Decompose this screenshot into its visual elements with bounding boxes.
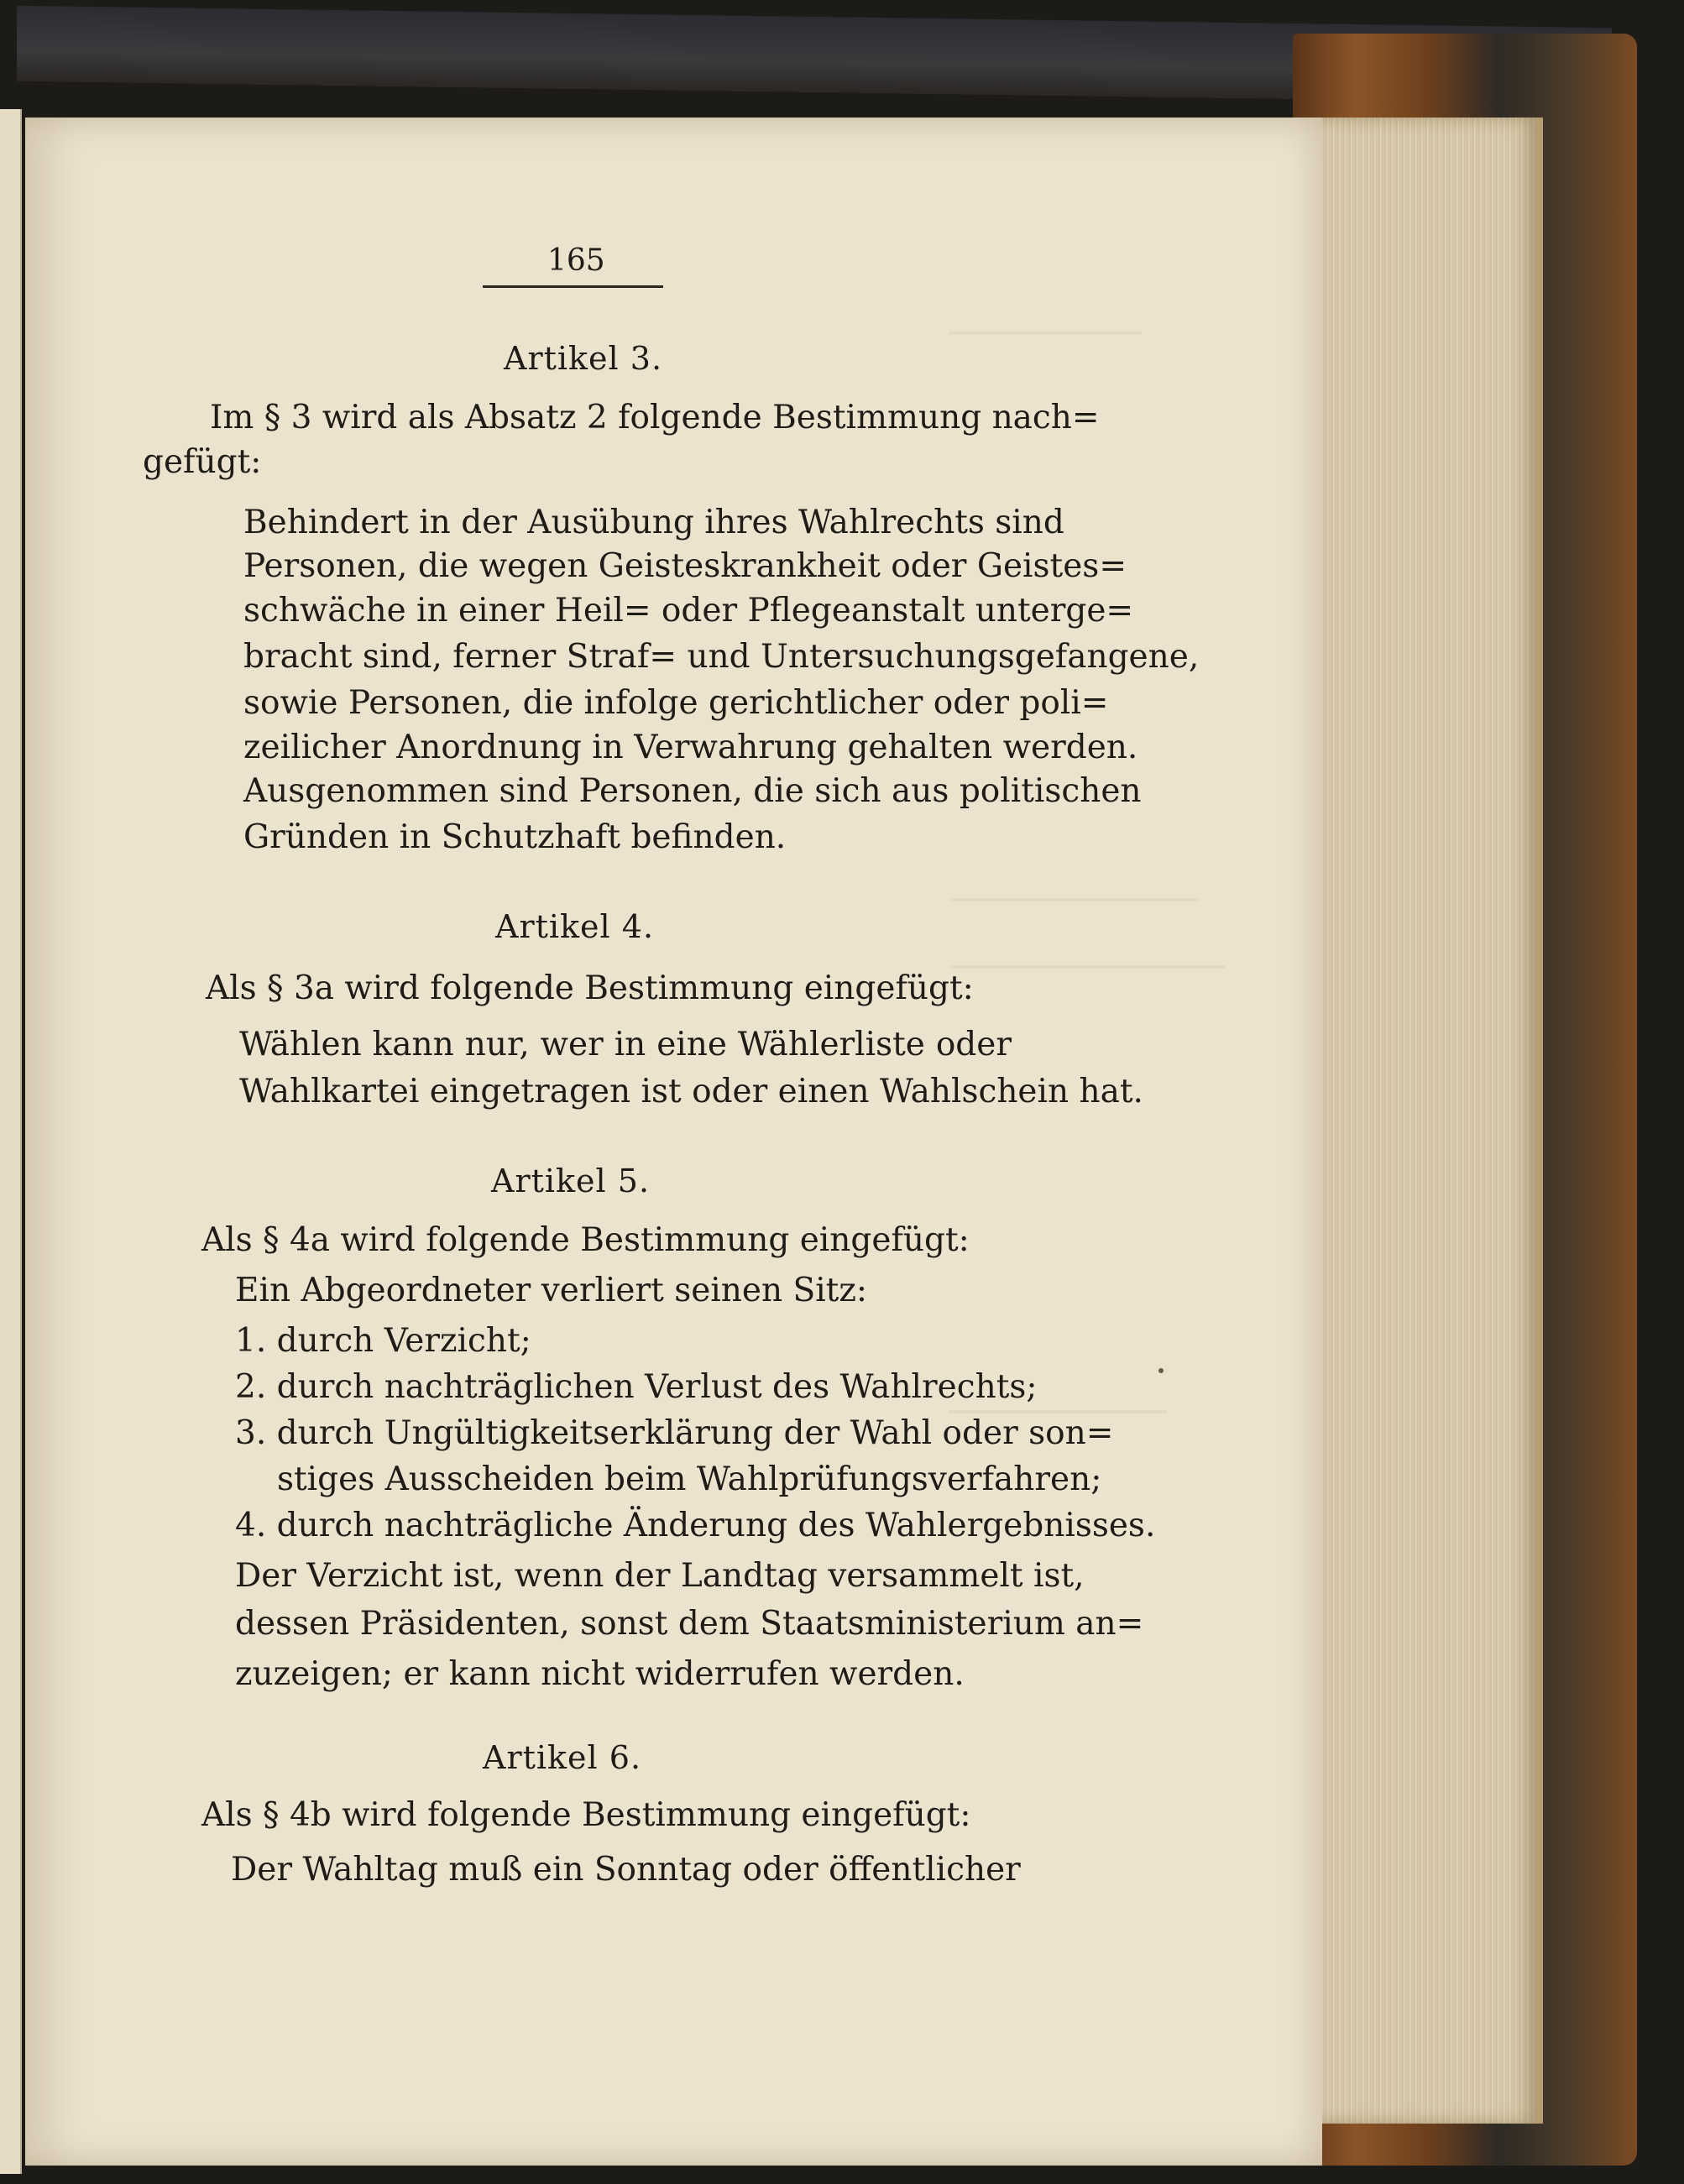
text-line: zuzeigen; er kann nicht widerrufen werden. [235, 1655, 965, 1693]
left-page-edge [0, 109, 22, 2174]
text-line: Wählen kann nur, wer in eine Wählerliste oder [239, 1026, 1012, 1063]
article-heading: Artikel 3. [504, 340, 663, 377]
text-line: sowie Personen, die infolge gerichtlicher oder poli= [243, 684, 1109, 722]
show-through [949, 898, 1200, 901]
text-line: Als § 4a wird folgende Bestimmung eingefügt: [201, 1221, 970, 1259]
text-line: Als § 4b wird folgende Bestimmung eingefügt: [201, 1796, 971, 1834]
article-heading: Artikel 6. [483, 1739, 642, 1776]
list-item: 3. durch Ungültigkeitserklärung der Wahl oder son= [235, 1414, 1114, 1452]
text-line: Personen, die wegen Geisteskrankheit oder Geistes= [243, 547, 1127, 585]
article-heading: Artikel 5. [491, 1163, 651, 1199]
text-line: zeilicher Anordnung in Verwahrung gehalten werden. [243, 729, 1138, 766]
list-item-continuation: stiges Ausscheiden beim Wahlprüfungsverfahren; [277, 1460, 1102, 1498]
text-line: bracht sind, ferner Straf= und Untersuchungsgefangene, [243, 638, 1200, 676]
list-item: 2. durch nachträglichen Verlust des Wahlrechts; [235, 1368, 1038, 1406]
text-line: Im § 3 wird als Absatz 2 folgende Bestimmung nach= [210, 399, 1100, 436]
text-line: gefügt: [143, 443, 262, 481]
text-line: Ein Abgeordneter verliert seinen Sitz: [235, 1272, 868, 1309]
text-line: Ausgenommen sind Personen, die sich aus politischen [243, 772, 1142, 810]
text-line: Gründen in Schutzhaft befinden. [243, 818, 787, 856]
text-line: Behindert in der Ausübung ihres Wahlrechts sind [243, 504, 1064, 541]
text-line: Wahlkartei eingetragen ist oder einen Wahlschein hat. [239, 1073, 1143, 1110]
page-fore-edge [1318, 118, 1543, 2124]
show-through [949, 1410, 1167, 1413]
text-line: Der Wahltag muß ein Sonntag oder öffentlicher [231, 1851, 1021, 1889]
text-line: Der Verzicht ist, wenn der Landtag versammelt ist, [235, 1557, 1085, 1595]
text-line: schwäche in einer Heil= oder Pflegeanstalt unterge= [243, 592, 1134, 630]
article-heading: Artikel 4. [495, 908, 655, 945]
list-item: 1. durch Verzicht; [235, 1322, 531, 1360]
page-number-rule [483, 285, 663, 288]
paper-speck [1158, 1368, 1164, 1373]
text-line: Als § 3a wird folgende Bestimmung eingefügt: [206, 969, 974, 1007]
page-number: 165 [547, 243, 605, 278]
list-item: 4. durch nachträgliche Änderung des Wahlergebnisses. [235, 1507, 1156, 1544]
show-through [949, 332, 1142, 335]
show-through [949, 965, 1226, 969]
text-line: dessen Präsidenten, sonst dem Staatsministerium an= [235, 1605, 1144, 1643]
